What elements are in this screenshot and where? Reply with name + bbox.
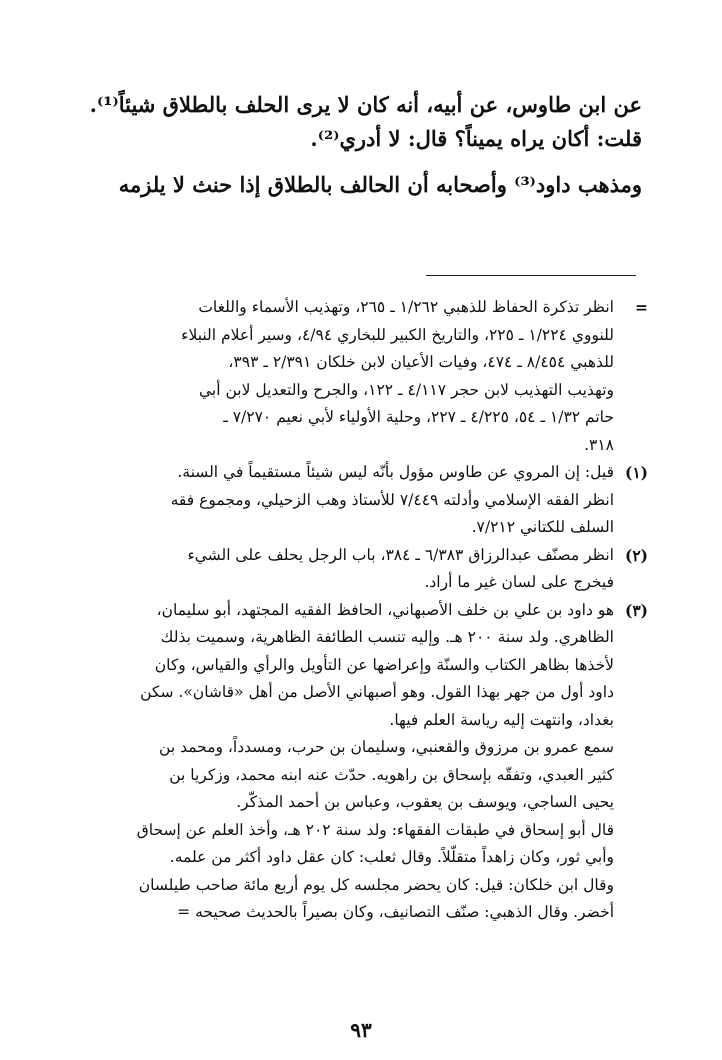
footnote-line: سمع عمرو بن مرزوق والقعنبي، وسليمان بن حرب، ومسدداً، ومحمد بن	[159, 738, 614, 756]
footnote-line: هو داود بن علي بن خلف الأصبهاني، الحافظ الفقيه المجتهد، أبو سليمان،	[156, 600, 614, 619]
footnote-line: فيخرج على لسان غير ما أراد.	[424, 573, 614, 591]
footnote-line: بغداد، وانتهت إليه رياسة العلم فيها.	[389, 710, 614, 729]
footnote-number: (١)	[624, 463, 648, 482]
footnote-line: انظر تذكرة الحفاظ للذهبي ١/٢٦٢ ـ ٢٦٥، وتهذيب الأسماء واللغات	[198, 298, 614, 316]
footnote-line: ٣١٨.	[584, 435, 614, 454]
footnote-line: انظر الفقه الإسلامي وأدلته ٧/٤٤٩ للأستاذ وهب الزحيلي، ومجموع فقه	[170, 490, 614, 509]
footnotes	[58, 294, 648, 927]
footnote-line: وأبي ثور، وكان زاهداً متقلّلاً. وقال ثعلب: كان عقل داود أكثر من علمه.	[169, 848, 614, 866]
footnote-line: قال أبو إسحاق في طبقات الفقهاء: ولد سنة ٢٠٢ هـ، وأخذ العلم عن إسحاق	[136, 820, 614, 839]
main-line: قلت: أكان يراه يميناً؟ قال: لا أدري⁽²⁾.	[310, 126, 642, 151]
footnote-2	[58, 542, 648, 597]
page-number: ٩٣	[350, 1018, 372, 1042]
footnote-line: أخضر. وقال الذهبي: صنّف التصانيف، وكان بصيراً بالحديث صحيحه =	[177, 903, 614, 921]
footnote-line: وقال ابن خلكان: قيل: كان يحضر مجلسه كل يوم أربع مائة صاحب طيلسان	[138, 875, 614, 894]
footnote-number: (٢)	[624, 545, 648, 565]
main-line: ومذهب داود⁽³⁾ وأصحابه أن الحالف بالطلاق إذا حنث لا يلزمه	[118, 172, 642, 197]
footnote-line: الظاهري. ولد سنة ٢٠٠ هـ. وإليه تنسب الطائفة الظاهرية، وسميت بذلك	[160, 628, 614, 646]
footnote-1	[58, 459, 648, 542]
footnote-line: لأخذها بظاهر الكتاب والسنّة وإعراضها عن التأويل والرأي والقياس، وكان	[154, 655, 614, 674]
footnote-line: داود أول من جهر بهذا القول. وهو أصبهاني الأصل من أهل «قاشان». سكن	[140, 683, 614, 701]
footnote-line: انظر مصنّف عبدالرزاق ٦/٣٨٣ ـ ٣٨٤، باب الرجل يحلف على الشيء	[187, 545, 614, 564]
continuation-marker: =	[635, 298, 648, 317]
footnote-line: للنووي ١/٢٢٤ ـ ٢٢٥، والتاريخ الكبير للبخاري ٤/٩٤، وسير أعلام النبلاء	[181, 325, 614, 344]
footnote-line: السلف للكتاني ٧/٢١٢.	[471, 518, 614, 536]
footnote-line: حاتم ١/٣٢ ـ ٥٤، ٤/٢٢٥ ـ ٢٢٧، وحلية الأولياء لأبي نعيم ٧/٢٧٠ ـ	[223, 408, 614, 426]
footnote-line: قيل: إن المروي عن طاوس مؤول بأنّه ليس شيئاً مستقيماً في السنة.	[177, 463, 614, 481]
main-paragraph-1	[60, 88, 642, 156]
footnote-separator	[426, 275, 636, 276]
footnote-line: وتهذيب التهذيب لابن حجر ٤/١١٧ ـ ١٢٢، والجرح والتعديل لابن أبي	[199, 380, 614, 399]
footnote-3	[58, 597, 648, 927]
footnote-continued	[58, 294, 648, 459]
footnote-line: للذهبي ٨/٤٥٤ ـ ٤٧٤، وفيات الأعيان لابن خلكان ٢/٣٩١ ـ ٣٩٣،	[228, 353, 614, 371]
footnote-line: يحيى الساجي، ويوسف بن يعقوب، وعباس بن أحمد المذكّر.	[236, 793, 614, 811]
main-paragraph-2	[60, 168, 642, 202]
footnote-number: (٣)	[624, 600, 648, 620]
footnote-line: كثير العبدي، وتفقّه بإسحاق بن راهويه. حدّث عنه ابنه محمد، وزكريا بن	[169, 765, 614, 784]
main-line: عن ابن طاوس، عن أبيه، أنه كان لا يرى الحلف بالطلاق شيئاً⁽¹⁾.	[89, 92, 642, 117]
